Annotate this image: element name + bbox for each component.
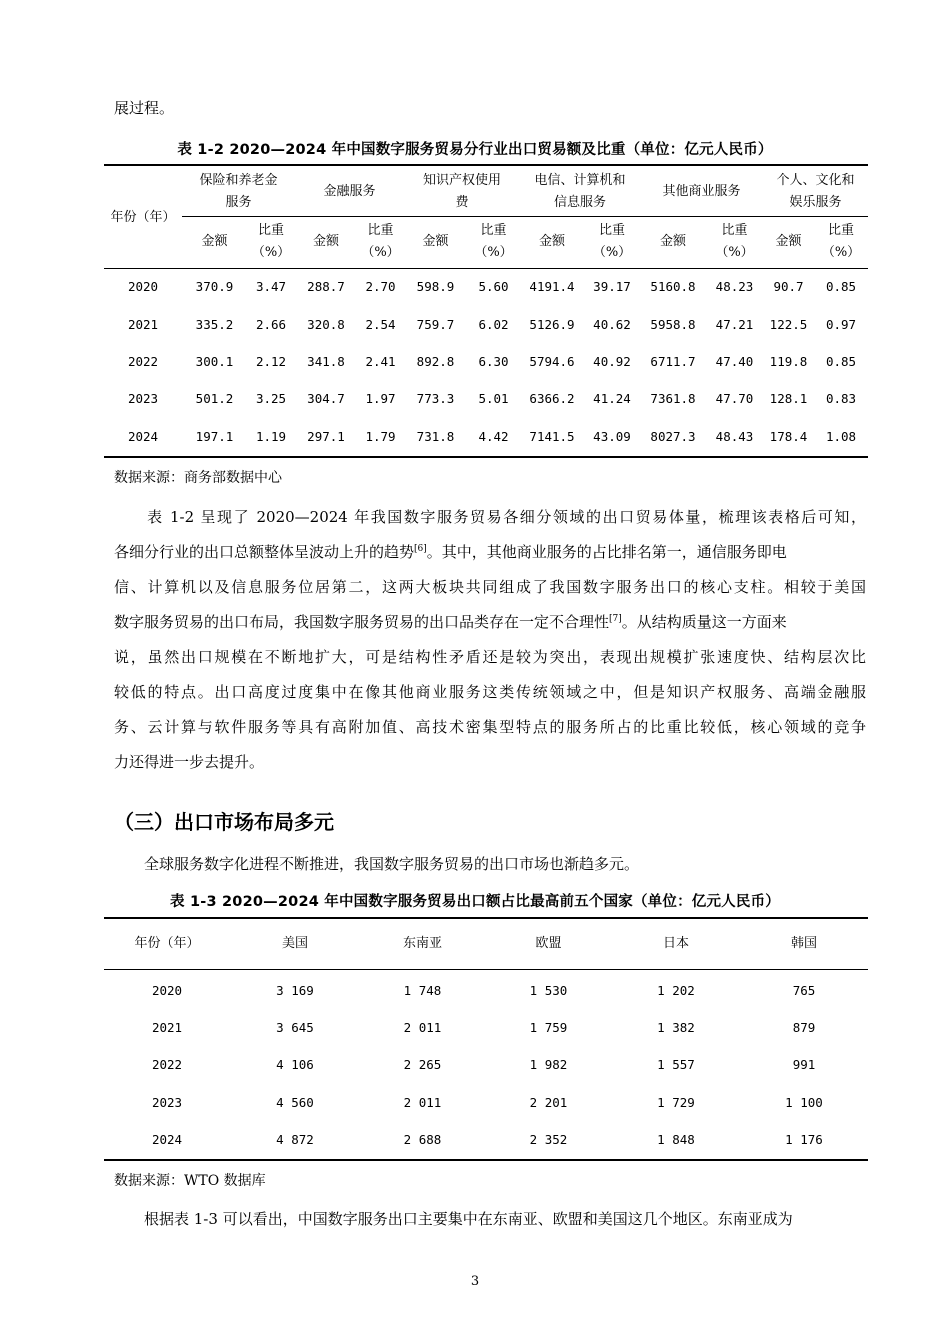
value-cell: 5794.6 xyxy=(529,354,575,369)
column-header: 美国 xyxy=(281,936,308,951)
value-cell: 1 729 xyxy=(657,1095,695,1110)
value-cell: 4 106 xyxy=(276,1057,314,1072)
value-cell: 5126.9 xyxy=(529,317,575,332)
value-cell: 178.4 xyxy=(769,429,808,444)
value-cell: 7141.5 xyxy=(529,429,575,444)
value-cell: 1 748 xyxy=(403,983,442,998)
value-cell: 304.7 xyxy=(307,391,345,406)
year-cell: 2021 xyxy=(151,1020,183,1035)
year-cell: 2020 xyxy=(127,279,159,294)
value-cell: 879 xyxy=(792,1020,816,1035)
table-1-2-caption: 表 1-2 2020—2024 年中国数字服务贸易分行业出口贸易额及比重（单位：亿元人民币） xyxy=(177,142,773,158)
group-header: 金融服务 xyxy=(323,184,376,199)
section-heading: （三）出口市场布局多元 xyxy=(114,810,334,834)
value-cell: 47.21 xyxy=(715,317,754,332)
value-cell: 5.60 xyxy=(478,279,509,294)
value-cell: 0.97 xyxy=(825,317,857,332)
value-cell: 41.24 xyxy=(593,391,631,406)
paragraph-line: 力还得进一步去提升。 xyxy=(114,753,265,771)
table-1-3-source: 数据来源：WTO 数据库 xyxy=(114,1173,266,1189)
ratio-subheader-unit: （%） xyxy=(361,245,400,260)
value-cell: 2.41 xyxy=(365,354,396,369)
citation-ref: [6] xyxy=(414,544,427,554)
group-header-line2: 服务 xyxy=(225,195,252,210)
paragraph-line: 说，虽然出口规模在不断地扩大，可是结构性矛盾还是较为突出，表现出规模扩张速度快、结构层次比 xyxy=(114,648,866,666)
value-cell: 8027.3 xyxy=(650,429,696,444)
year-cell: 2023 xyxy=(151,1095,183,1110)
year-cell: 2020 xyxy=(151,983,183,998)
value-cell: 1.08 xyxy=(825,429,857,444)
value-cell: 1 530 xyxy=(529,983,568,998)
amount-subheader: 金额 xyxy=(775,234,802,249)
table-1-2-header-rule xyxy=(104,268,868,269)
value-cell: 3 645 xyxy=(276,1020,314,1035)
paragraph-conclusion: 根据表 1-3 可以看出，中国数字服务出口主要集中在东南亚、欧盟和美国这几个地区。东南亚成为 xyxy=(114,1210,793,1228)
value-cell: 43.09 xyxy=(593,429,631,444)
amount-subheader: 金额 xyxy=(538,234,565,249)
page-number: 3 xyxy=(470,1274,480,1289)
value-cell: 2 688 xyxy=(403,1132,442,1147)
paragraph-line xyxy=(114,541,866,562)
group-header-line2: 费 xyxy=(455,195,469,210)
value-cell: 119.8 xyxy=(769,354,808,369)
ratio-subheader: 比重 xyxy=(257,223,284,238)
value-cell: 6366.2 xyxy=(529,391,575,406)
value-cell: 598.9 xyxy=(416,279,455,294)
value-cell: 1 982 xyxy=(529,1057,568,1072)
group-header-line2: 信息服务 xyxy=(553,195,606,210)
group-header-line1: 电信、计算机和 xyxy=(534,173,626,188)
value-cell: 3.47 xyxy=(255,279,287,294)
value-cell: 3 169 xyxy=(276,983,314,998)
value-cell: 288.7 xyxy=(307,279,345,294)
paragraph-text: 各细分行业的出口总额整体呈波动上升的趋势 xyxy=(114,543,415,561)
value-cell: 731.8 xyxy=(416,429,455,444)
group-header-rule xyxy=(182,216,868,217)
value-cell: 0.85 xyxy=(825,279,857,294)
group-header-line1: 个人、文化和 xyxy=(776,173,855,188)
value-cell: 2 011 xyxy=(403,1095,442,1110)
value-cell: 1.97 xyxy=(365,391,396,406)
paragraph-text: 。从结构质量这一方面来 xyxy=(621,613,787,631)
table-1-2-source: 数据来源：商务部数据中心 xyxy=(114,470,282,486)
value-cell: 48.23 xyxy=(715,279,754,294)
value-cell: 47.40 xyxy=(715,354,754,369)
paragraph-intro: 全球服务数字化进程不断推进，我国数字服务贸易的出口市场也渐趋多元。 xyxy=(114,855,640,873)
year-cell: 2022 xyxy=(151,1057,183,1072)
year-cell: 2022 xyxy=(127,354,159,369)
value-cell: 370.9 xyxy=(195,279,234,294)
column-header: 日本 xyxy=(662,936,689,951)
value-cell: 320.8 xyxy=(307,317,345,332)
paragraph-line xyxy=(114,611,787,632)
value-cell: 4 872 xyxy=(276,1132,314,1147)
value-cell: 300.1 xyxy=(195,354,234,369)
paragraph-line: 较低的特点。出口高度过度集中在像其他商业服务这类传统领域之中，但是知识产权服务、高端金融服 xyxy=(114,683,866,701)
value-cell: 1.79 xyxy=(365,429,396,444)
year-cell: 2023 xyxy=(127,391,159,406)
value-cell: 1 176 xyxy=(785,1132,823,1147)
value-cell: 4.42 xyxy=(478,429,509,444)
value-cell: 6.30 xyxy=(478,354,509,369)
value-cell: 6711.7 xyxy=(650,354,696,369)
value-cell: 892.8 xyxy=(416,354,455,369)
value-cell: 4191.4 xyxy=(529,279,575,294)
value-cell: 991 xyxy=(792,1057,816,1072)
column-header: 韩国 xyxy=(790,936,817,951)
value-cell: 1 848 xyxy=(657,1132,695,1147)
year-cell: 2021 xyxy=(127,317,159,332)
value-cell: 0.83 xyxy=(825,391,857,406)
value-cell: 2 201 xyxy=(529,1095,568,1110)
value-cell: 501.2 xyxy=(195,391,234,406)
group-header-line1: 知识产权使用 xyxy=(422,173,501,188)
table-1-2-top-rule xyxy=(104,164,868,166)
ratio-subheader: 比重 xyxy=(721,223,748,238)
paragraph-line: 信、计算机以及信息服务位居第二，这两大板块共同组成了我国数字服务出口的核心支柱。相较于美国 xyxy=(114,578,866,596)
value-cell: 2.54 xyxy=(365,317,396,332)
value-cell: 2 265 xyxy=(403,1057,442,1072)
ratio-subheader: 比重 xyxy=(827,223,854,238)
value-cell: 4 560 xyxy=(276,1095,314,1110)
value-cell: 5958.8 xyxy=(650,317,696,332)
value-cell: 2.66 xyxy=(255,317,287,332)
value-cell: 40.92 xyxy=(593,354,631,369)
table-1-3-caption: 表 1-3 2020—2024 年中国数字服务贸易出口额占比最高前五个国家（单位：亿元人民币） xyxy=(170,894,780,910)
amount-subheader: 金额 xyxy=(201,234,228,249)
ratio-subheader: 比重 xyxy=(480,223,507,238)
amount-subheader: 金额 xyxy=(422,234,449,249)
value-cell: 759.7 xyxy=(416,317,455,332)
ratio-subheader-unit: （%） xyxy=(821,245,861,260)
value-cell: 7361.8 xyxy=(650,391,696,406)
value-cell: 2 352 xyxy=(529,1132,568,1147)
value-cell: 335.2 xyxy=(195,317,234,332)
ratio-subheader: 比重 xyxy=(367,223,394,238)
year-cell: 2024 xyxy=(127,429,159,444)
table-1-3-header-rule xyxy=(104,969,868,970)
value-cell: 1 202 xyxy=(657,983,695,998)
paragraph-text: 数字服务贸易的出口布局，我国数字服务贸易的出口品类存在一定不合理性 xyxy=(114,613,610,631)
value-cell: 1 557 xyxy=(657,1057,695,1072)
group-header-line1: 保险和养老金 xyxy=(199,173,278,188)
value-cell: 2.70 xyxy=(365,279,396,294)
value-cell: 6.02 xyxy=(478,317,509,332)
table-1-2-bottom-rule xyxy=(104,456,868,458)
ratio-subheader-unit: （%） xyxy=(251,245,291,260)
value-cell: 90.7 xyxy=(773,279,804,294)
paragraph-line: 表 1-2 呈现了 2020—2024 年我国数字服务贸易各细分领域的出口贸易体量，梳理该表格后可知， xyxy=(114,508,866,526)
paragraph-text: 。其中，其他商业服务的占比排名第一，通信服务即电 xyxy=(426,543,787,561)
value-cell: 2 011 xyxy=(403,1020,442,1035)
value-cell: 1 100 xyxy=(785,1095,823,1110)
group-header: 其他商业服务 xyxy=(662,184,741,199)
value-cell: 40.62 xyxy=(593,317,631,332)
value-cell: 773.3 xyxy=(416,391,455,406)
year-cell: 2024 xyxy=(151,1132,183,1147)
value-cell: 5160.8 xyxy=(650,279,696,294)
column-header: 欧盟 xyxy=(535,936,562,951)
amount-subheader: 金额 xyxy=(312,234,339,249)
value-cell: 1 759 xyxy=(529,1020,568,1035)
value-cell: 765 xyxy=(792,983,816,998)
value-cell: 128.1 xyxy=(769,391,808,406)
carryover-text: 展过程。 xyxy=(114,99,175,117)
value-cell: 39.17 xyxy=(593,279,631,294)
value-cell: 5.01 xyxy=(478,391,509,406)
group-header-line2: 娱乐服务 xyxy=(789,195,842,210)
ratio-subheader-unit: （%） xyxy=(715,245,754,260)
table-1-3-bottom-rule xyxy=(104,1159,868,1161)
ratio-subheader: 比重 xyxy=(598,223,625,238)
value-cell: 122.5 xyxy=(769,317,808,332)
ratio-subheader-unit: （%） xyxy=(592,245,632,260)
value-cell: 0.85 xyxy=(825,354,857,369)
value-cell: 47.70 xyxy=(715,391,754,406)
column-header: 东南亚 xyxy=(402,936,442,951)
paragraph-line: 务、云计算与软件服务等具有高附加值、高技术密集型特点的服务所占的比重比较低，核心领域的竞争 xyxy=(114,718,866,736)
citation-ref: [7] xyxy=(609,614,622,624)
amount-subheader: 金额 xyxy=(659,234,686,249)
value-cell: 297.1 xyxy=(307,429,345,444)
value-cell: 341.8 xyxy=(307,354,345,369)
year-column-header: 年份（年） xyxy=(110,210,176,225)
value-cell: 1.19 xyxy=(255,429,287,444)
ratio-subheader-unit: （%） xyxy=(474,245,513,260)
value-cell: 48.43 xyxy=(715,429,754,444)
table-1-3-top-rule xyxy=(104,917,868,919)
value-cell: 197.1 xyxy=(195,429,234,444)
value-cell: 2.12 xyxy=(255,354,287,369)
value-cell: 1 382 xyxy=(657,1020,695,1035)
column-header: 年份（年） xyxy=(134,936,200,951)
value-cell: 3.25 xyxy=(255,391,287,406)
